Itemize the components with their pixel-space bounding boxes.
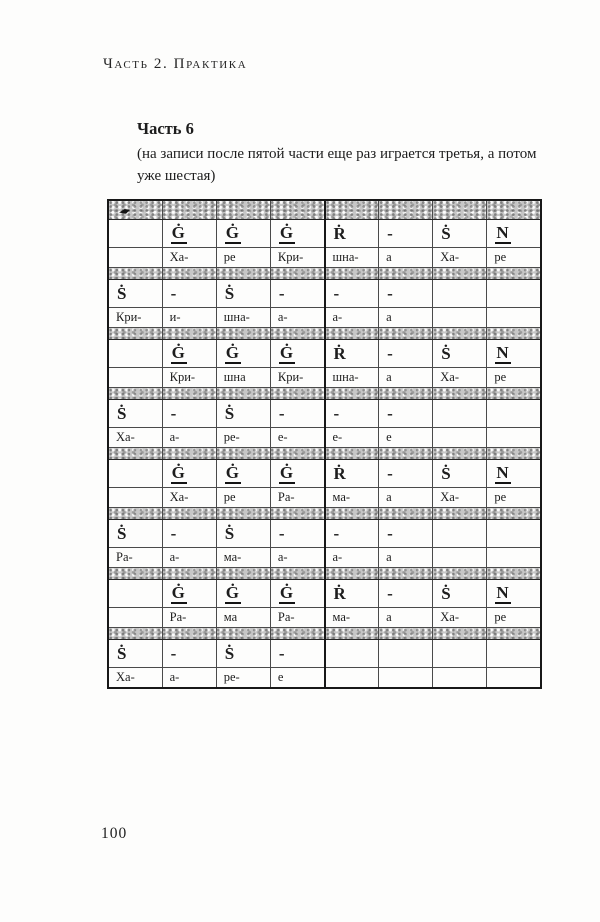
note-letter: Ṙ — [333, 344, 346, 363]
note-letter: N — [496, 582, 509, 602]
shaded-cell — [487, 448, 541, 460]
note-letter: Ġ — [171, 222, 185, 242]
note-letter: N — [496, 462, 509, 482]
syllable-cell: ре — [487, 248, 541, 268]
note-letter: Ġ — [171, 462, 185, 482]
syllables-row — [108, 308, 541, 328]
note-dash: - — [387, 464, 393, 483]
note-dash: - — [333, 524, 340, 543]
note-letter: Ṙ — [333, 464, 346, 483]
shaded-cell — [270, 268, 324, 280]
syllable-cell: шна- — [325, 368, 379, 388]
note-cell — [487, 220, 541, 248]
shaded-cell — [379, 448, 433, 460]
shaded-cell — [216, 268, 270, 280]
note-dash: - — [387, 284, 393, 303]
shaded-cell — [325, 268, 379, 280]
note-cell — [108, 400, 162, 428]
note-cell — [216, 280, 270, 308]
shaded-cell — [433, 268, 487, 280]
note-letter: Ġ — [225, 342, 239, 362]
note-letter: Ġ — [279, 582, 294, 602]
syllable-cell: а- — [270, 308, 324, 328]
note-dash: - — [170, 404, 177, 423]
syllables-row — [108, 488, 541, 508]
syllable-cell: ре — [216, 248, 270, 268]
shaded-cell — [216, 200, 270, 220]
note-letter: Ṡ — [224, 284, 235, 303]
shaded-divider-row — [108, 388, 541, 400]
note-letter: N — [496, 342, 509, 362]
note-letter: Ġ — [225, 582, 239, 602]
shaded-cell — [433, 200, 487, 220]
shaded-divider-row — [108, 628, 541, 640]
syllable-cell — [433, 308, 487, 328]
syllable-cell: ре — [487, 368, 541, 388]
syllable-cell — [379, 668, 433, 689]
shaded-cell — [216, 388, 270, 400]
note-cell — [433, 580, 487, 608]
shaded-cell — [379, 508, 433, 520]
note-cell — [433, 640, 487, 668]
note-dash: - — [387, 584, 393, 603]
note-cell — [433, 220, 487, 248]
syllable-cell: шна — [216, 368, 270, 388]
note-cell — [487, 640, 541, 668]
shaded-cell — [108, 328, 162, 340]
syllables-row — [108, 668, 541, 689]
shaded-cell — [108, 508, 162, 520]
shaded-cell — [270, 568, 324, 580]
syllable-cell — [108, 248, 162, 268]
syllable-cell: Ра- — [270, 488, 324, 508]
pen-mark — [119, 208, 131, 214]
syllable-cell — [487, 308, 541, 328]
syllable-cell: Ра- — [108, 548, 162, 568]
syllable-cell: ре — [487, 608, 541, 628]
shaded-cell — [487, 388, 541, 400]
note-cell — [270, 280, 324, 308]
shaded-cell — [108, 268, 162, 280]
note-cell — [270, 640, 324, 668]
shaded-cell — [216, 568, 270, 580]
shaded-cell — [433, 628, 487, 640]
note-letter: Ṡ — [441, 584, 451, 603]
note-cell — [162, 640, 216, 668]
note-letter: Ṡ — [117, 524, 127, 543]
note-cell — [216, 460, 270, 488]
syllable-cell: а- — [162, 668, 216, 689]
notes-row — [108, 520, 541, 548]
note-dash: - — [170, 644, 177, 663]
syllable-cell — [433, 428, 487, 448]
syllable-cell: Ха- — [433, 368, 487, 388]
shaded-cell — [325, 328, 379, 340]
note-cell — [162, 580, 216, 608]
note-dash: - — [387, 344, 393, 363]
note-letter: Ṡ — [117, 644, 127, 663]
note-cell — [325, 640, 379, 668]
note-cell — [433, 280, 487, 308]
note-cell — [270, 460, 324, 488]
syllable-cell: Ха- — [162, 488, 216, 508]
note-cell — [379, 280, 433, 308]
note-cell — [108, 580, 162, 608]
shaded-cell — [108, 628, 162, 640]
syllables-row — [108, 368, 541, 388]
note-dash: - — [387, 224, 393, 243]
shaded-cell — [108, 388, 162, 400]
shaded-divider-row — [108, 200, 541, 220]
note-letter: Ṡ — [117, 404, 127, 423]
syllable-cell: Ха- — [433, 488, 487, 508]
note-cell — [216, 400, 270, 428]
note-cell — [487, 460, 541, 488]
syllables-row — [108, 548, 541, 568]
note-letter: Ġ — [279, 462, 294, 482]
note-cell — [162, 400, 216, 428]
note-cell — [487, 520, 541, 548]
shaded-cell — [162, 628, 216, 640]
notes-row — [108, 340, 541, 368]
shaded-cell — [162, 388, 216, 400]
syllable-cell — [487, 428, 541, 448]
syllable-cell: а — [379, 608, 433, 628]
shaded-cell — [162, 508, 216, 520]
shaded-cell — [162, 200, 216, 220]
note-cell — [325, 460, 379, 488]
syllable-cell: Ра- — [162, 608, 216, 628]
note-letter: Ṡ — [441, 224, 451, 243]
syllable-cell: а- — [325, 548, 379, 568]
section-title: Часть 6 — [137, 119, 194, 138]
syllable-cell: а- — [162, 548, 216, 568]
shaded-divider-row — [108, 328, 541, 340]
shaded-cell — [325, 388, 379, 400]
syllable-cell: а- — [162, 428, 216, 448]
note-cell — [379, 460, 433, 488]
note-cell — [379, 340, 433, 368]
notes-row — [108, 460, 541, 488]
note-cell — [162, 520, 216, 548]
note-letter: N — [496, 222, 509, 242]
notes-row — [108, 640, 541, 668]
shaded-cell — [216, 328, 270, 340]
syllable-cell: а — [379, 248, 433, 268]
syllable-cell: ре- — [216, 668, 270, 689]
shaded-cell — [379, 568, 433, 580]
score-table — [107, 199, 542, 689]
note-cell — [379, 520, 433, 548]
syllable-cell: а- — [325, 308, 379, 328]
syllable-cell: а — [379, 368, 433, 388]
shaded-cell — [270, 328, 324, 340]
syllable-cell — [487, 668, 541, 689]
syllable-cell: ма- — [325, 608, 379, 628]
note-cell — [379, 220, 433, 248]
note-cell — [379, 640, 433, 668]
score-table-wrap — [107, 199, 542, 689]
shaded-cell — [379, 200, 433, 220]
note-cell — [216, 640, 270, 668]
note-cell — [108, 520, 162, 548]
note-dash: - — [278, 524, 285, 543]
syllable-cell: Ха- — [433, 248, 487, 268]
note-cell — [379, 580, 433, 608]
syllable-cell — [433, 668, 487, 689]
syllable-cell: ре — [487, 488, 541, 508]
syllable-cell: ре- — [216, 428, 270, 448]
shaded-cell — [325, 200, 379, 220]
note-cell — [487, 280, 541, 308]
page-number: 100 — [101, 825, 128, 842]
shaded-cell — [216, 628, 270, 640]
note-cell — [216, 520, 270, 548]
note-cell — [162, 460, 216, 488]
shaded-cell — [487, 508, 541, 520]
note-cell — [325, 580, 379, 608]
shaded-cell — [216, 508, 270, 520]
notes-row — [108, 400, 541, 428]
note-cell — [433, 340, 487, 368]
shaded-cell — [433, 448, 487, 460]
note-dash: - — [333, 284, 340, 303]
notes-row — [108, 280, 541, 308]
note-cell — [162, 340, 216, 368]
syllables-row — [108, 428, 541, 448]
syllable-cell: е — [270, 668, 324, 689]
shaded-cell — [108, 568, 162, 580]
note-cell — [216, 220, 270, 248]
note-dash: - — [170, 284, 177, 303]
syllable-cell: ма- — [216, 548, 270, 568]
syllable-cell: е — [379, 428, 433, 448]
shaded-cell — [270, 508, 324, 520]
note-letter: Ġ — [171, 582, 185, 602]
note-cell — [433, 460, 487, 488]
note-cell — [108, 280, 162, 308]
running-header: Часть 2. Практика — [103, 56, 248, 72]
shaded-cell — [325, 568, 379, 580]
syllable-cell: шна- — [216, 308, 270, 328]
shaded-cell — [325, 508, 379, 520]
shaded-cell — [162, 448, 216, 460]
syllable-cell — [108, 368, 162, 388]
shaded-cell — [270, 448, 324, 460]
shaded-cell — [379, 328, 433, 340]
syllable-cell: а- — [270, 548, 324, 568]
note-cell — [433, 400, 487, 428]
note-letter: Ġ — [279, 222, 294, 242]
note-cell — [487, 340, 541, 368]
note-cell — [325, 280, 379, 308]
note-letter: Ġ — [225, 462, 239, 482]
shaded-cell — [325, 628, 379, 640]
syllable-cell: Ха- — [108, 428, 162, 448]
syllable-cell — [433, 548, 487, 568]
syllable-cell: Кри- — [162, 368, 216, 388]
shaded-cell — [379, 388, 433, 400]
note-cell — [487, 400, 541, 428]
note-dash: - — [387, 524, 393, 543]
note-dash: - — [278, 284, 285, 303]
syllable-cell: Кри- — [270, 368, 324, 388]
syllable-cell: и- — [162, 308, 216, 328]
syllable-cell: а — [379, 548, 433, 568]
syllable-cell: шна- — [325, 248, 379, 268]
syllable-cell: а — [379, 488, 433, 508]
syllable-cell — [108, 608, 162, 628]
syllable-cell: ма- — [325, 488, 379, 508]
syllable-cell: Ха- — [433, 608, 487, 628]
shaded-divider-row — [108, 268, 541, 280]
shaded-cell — [216, 448, 270, 460]
notes-row — [108, 220, 541, 248]
syllable-cell: Кри- — [108, 308, 162, 328]
note-letter: Ṡ — [117, 284, 127, 303]
shaded-cell — [487, 200, 541, 220]
note-dash: - — [333, 404, 340, 423]
note-letter: Ṡ — [441, 464, 451, 483]
syllable-cell: е- — [270, 428, 324, 448]
syllable-cell — [108, 488, 162, 508]
syllable-cell: ма — [216, 608, 270, 628]
note-cell — [216, 340, 270, 368]
shaded-cell — [487, 628, 541, 640]
note-cell — [108, 220, 162, 248]
note-dash: - — [170, 524, 177, 543]
note-letter: Ṡ — [224, 644, 235, 663]
note-letter: Ṡ — [441, 344, 451, 363]
shaded-cell — [162, 268, 216, 280]
note-cell — [270, 220, 324, 248]
shaded-divider-row — [108, 568, 541, 580]
syllable-cell — [325, 668, 379, 689]
note-cell — [162, 220, 216, 248]
note-cell — [162, 280, 216, 308]
shaded-cell — [433, 508, 487, 520]
shaded-cell — [270, 200, 324, 220]
syllable-cell: а — [379, 308, 433, 328]
note-letter: Ṡ — [224, 404, 235, 423]
section-block — [137, 119, 537, 187]
syllable-cell: ре — [216, 488, 270, 508]
note-cell — [270, 520, 324, 548]
note-letter: Ṡ — [224, 524, 235, 543]
note-cell — [325, 340, 379, 368]
syllables-row — [108, 608, 541, 628]
note-cell — [325, 400, 379, 428]
note-letter: Ġ — [171, 342, 185, 362]
note-cell — [108, 640, 162, 668]
notes-row — [108, 580, 541, 608]
note-cell — [216, 580, 270, 608]
section-note-line1: (на записи после пятой части еще раз играется третья, а потом — [137, 146, 537, 162]
note-dash: - — [278, 644, 285, 663]
note-cell — [325, 220, 379, 248]
shaded-cell — [270, 628, 324, 640]
shaded-cell — [487, 568, 541, 580]
shaded-cell — [433, 388, 487, 400]
note-dash: - — [278, 404, 285, 423]
shaded-cell — [487, 328, 541, 340]
note-letter: Ṙ — [333, 584, 346, 603]
note-cell — [270, 580, 324, 608]
shaded-divider-row — [108, 508, 541, 520]
note-cell — [325, 520, 379, 548]
shaded-cell — [487, 268, 541, 280]
shaded-cell — [379, 628, 433, 640]
shaded-cell — [108, 448, 162, 460]
syllable-cell: Ра- — [270, 608, 324, 628]
note-cell — [270, 340, 324, 368]
shaded-cell — [270, 388, 324, 400]
syllable-cell: Кри- — [270, 248, 324, 268]
shaded-cell — [162, 568, 216, 580]
syllable-cell — [487, 548, 541, 568]
note-cell — [108, 340, 162, 368]
section-note-line2: уже шестая) — [137, 167, 216, 184]
note-cell — [487, 580, 541, 608]
note-letter: Ġ — [279, 342, 294, 362]
syllables-row — [108, 248, 541, 268]
shaded-cell — [433, 568, 487, 580]
note-letter: Ṙ — [333, 224, 346, 243]
note-cell — [108, 460, 162, 488]
shaded-divider-row — [108, 448, 541, 460]
note-cell — [433, 520, 487, 548]
shaded-cell — [325, 448, 379, 460]
syllable-cell: Ха- — [162, 248, 216, 268]
shaded-cell — [379, 268, 433, 280]
note-cell — [379, 400, 433, 428]
note-dash: - — [387, 404, 393, 423]
shaded-cell — [162, 328, 216, 340]
syllable-cell: е- — [325, 428, 379, 448]
note-cell — [270, 400, 324, 428]
note-letter: Ġ — [225, 222, 239, 242]
shaded-cell — [108, 200, 162, 220]
syllable-cell: Ха- — [108, 668, 162, 689]
shaded-cell — [433, 328, 487, 340]
